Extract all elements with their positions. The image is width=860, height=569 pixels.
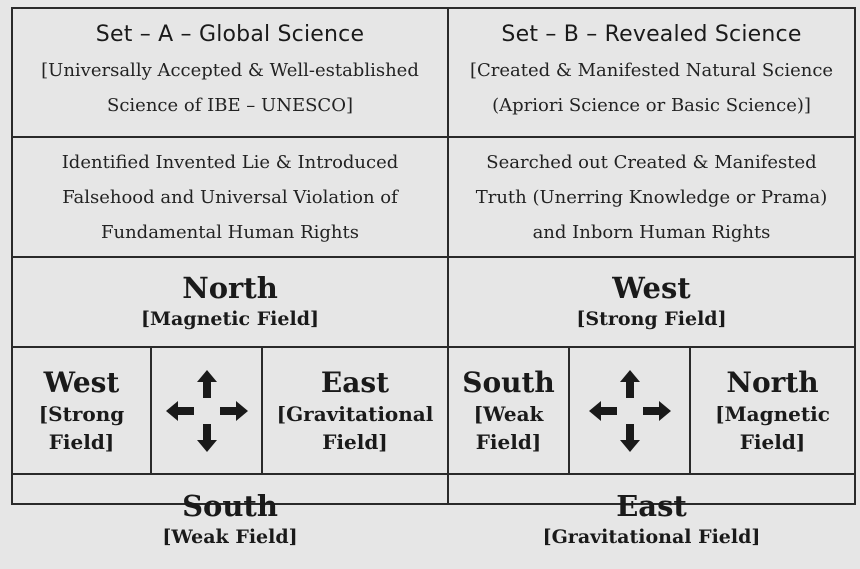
set-a-header-cell [13,9,447,136]
set-b-left-direction: South [Weak Field] [462,365,555,454]
set-b-title: Set – B – Revealed Science [501,22,802,47]
set-a-claim: Identified Invented Lie & Introduced Falsehood and Universal Violation of Fundamental Human Rights [61,151,399,243]
set-a-left-direction: West [Strong Field] [38,365,125,454]
set-b-bottom-direction: East [Gravitational Field] [542,489,761,548]
set-b-header-cell [449,9,854,136]
set-a-top-direction: North [Magnetic Field] [141,271,319,330]
four-way-arrows-icon [585,366,675,456]
four-way-arrows-icon [162,366,252,456]
set-b-top-direction: West [Strong Field] [576,271,727,330]
set-a-right-direction: East [Gravitational Field] [276,365,434,454]
set-b-description: [Created & Manifested Natural Science (Apriori Science or Basic Science)] [469,60,834,116]
set-a-bottom-direction: South [Weak Field] [162,489,298,548]
set-b-right-direction: North [Magnetic Field] [715,365,830,454]
set-b-claim: Searched out Created & Manifested Truth (Unerring Knowledge or Prama) and Inborn Human Rights [475,151,828,243]
set-a-description: [Universally Accepted & Well-established Science of IBE – UNESCO] [41,60,419,116]
set-b-compass [570,348,689,473]
set-a-title: Set – A – Global Science [95,22,365,47]
set-a-compass [152,348,261,473]
